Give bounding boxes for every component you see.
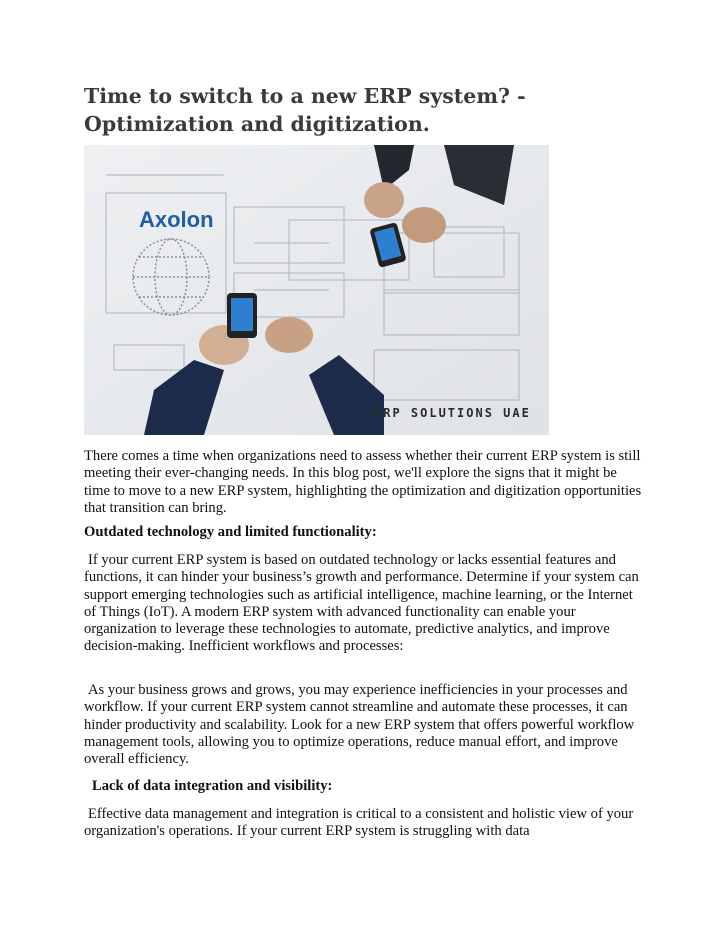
section-heading-data-integration: Lack of data integration and visibility:: [92, 778, 333, 794]
paragraph-inefficient-workflows: As your business grows and grows, you may experience inefficiencies in your processes and workflow. If your current ERP system cannot streamline and automate these processes, it can hinder productivity and scalability. Look for a new ERP system that offers powerful workflow management tools, allowing you to optimize operations, reduce manual effort, and improve overall efficiency.: [84, 682, 635, 768]
title-line-1: Time to switch to a new ERP system? -: [84, 84, 526, 108]
title-line-2: Optimization and digitization.: [84, 112, 430, 136]
intro-paragraph: There comes a time when organizations need to assess whether their current ERP system is still meeting their ever-changing needs. In this blog post, we'll explore the signs that it might be time to move to a new ERP system, highlighting the optimization and digitization opportunities that transition can bring.: [84, 448, 642, 516]
hero-image: [84, 145, 549, 435]
article-title: [84, 82, 644, 138]
paragraph-data-integration: Effective data management and integration is critical to a consistent and holistic view of your organization's operations. If your current ERP system is struggling with data: [84, 806, 634, 840]
image-banner-text: ERP SOLUTIONS UAE: [374, 406, 531, 420]
brand-logo-text: Axolon: [139, 207, 214, 232]
section-heading-outdated-technology: Outdated technology and limited functionality:: [84, 524, 377, 540]
paragraph-outdated-technology: If your current ERP system is based on outdated technology or lacks essential features and functions, it can hinder your business’s growth and performance. Determine if your system can support emerging technologies such as artificial intelligence, machine learning, or the Internet of Things (IoT). A modern ERP system with advanced functionality can enable your organization to leverage these technologies to automate, predictive analytics, and improve decision-making. Inefficient workflows and processes:: [84, 552, 639, 655]
